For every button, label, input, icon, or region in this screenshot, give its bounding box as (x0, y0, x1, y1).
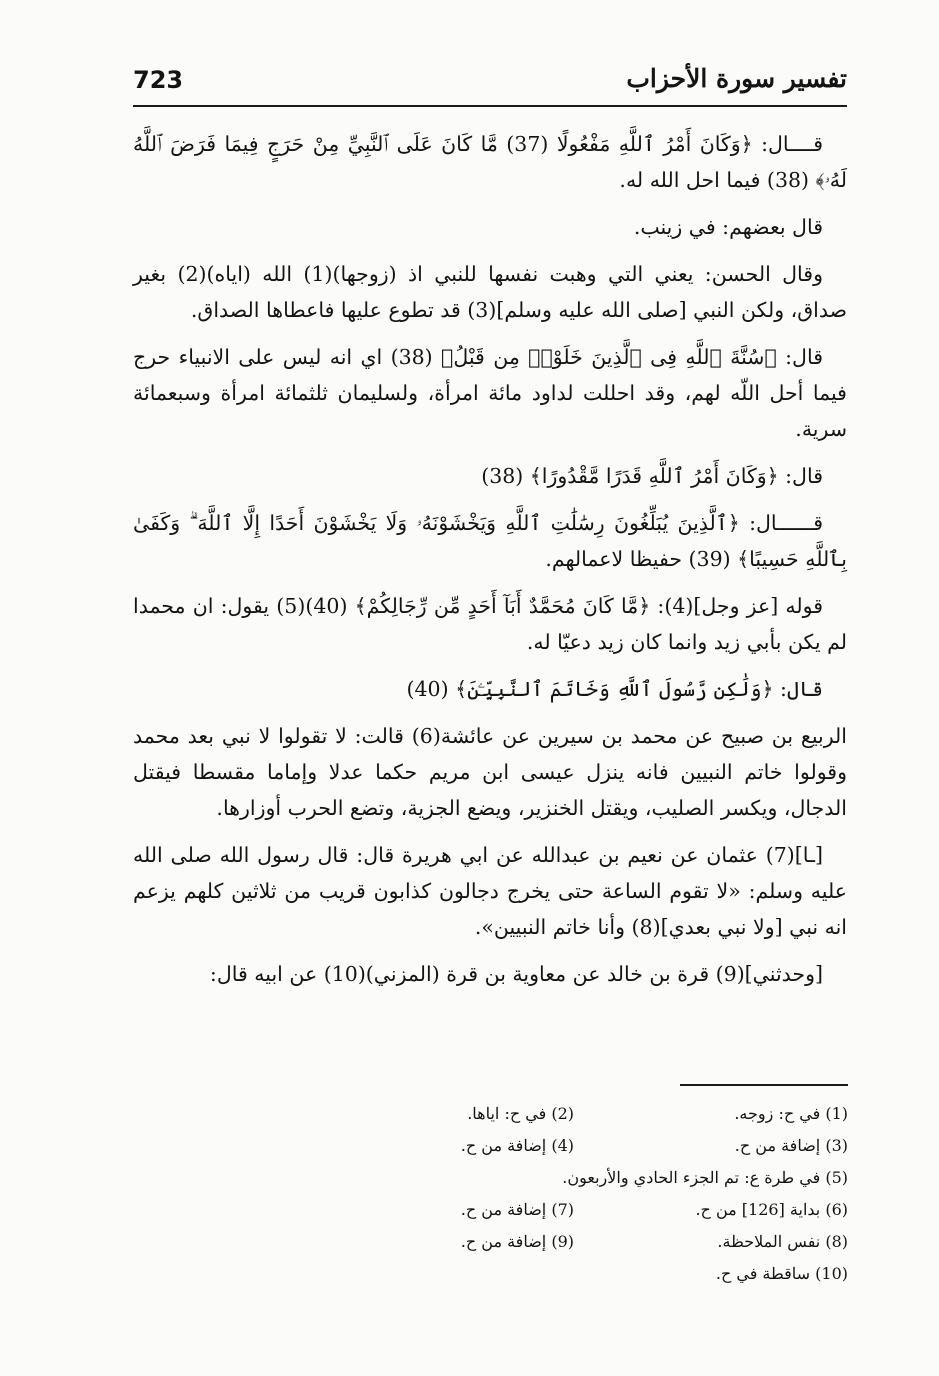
running-title: تفسير سورة الأحزاب (626, 64, 847, 93)
paragraph: [ـا](7) عثمان عن نعيم بن عبدالله عن ابي هريرة قال: قال رسول الله صلى الله عليه وسلم: «لا تقوم الساعة حتى يخرج دجالون كذابون قريب من ثلاثين كلهم يزعم انه نبي [ولا نبي بعدي](8) وأنا خاتم النبيين». (133, 843, 847, 939)
footnote-rule (680, 1084, 848, 1086)
footnote: (2) في ح: اياها. (467, 1104, 574, 1123)
footnote: (6) بداية [126] من ح. (695, 1200, 848, 1219)
header-rule (133, 105, 847, 107)
paragraph: قال بعضهم: في زينب. (633, 215, 823, 239)
paragraph: وقال الحسن: يعني التي وهبت نفسها للنبي اذ (زوجها)(1) الله (اياه)(2) بغير صداق، ولكن النبي [صلى الله عليه وسلم](3) قد تطوع عليها فاعطاها الصداق. (133, 262, 847, 322)
footnotes (300, 1098, 848, 1290)
footnote-row (300, 1258, 848, 1290)
paragraph: [وحدثني](9) قرة بن خالد عن معاوية بن قرة (المزني)(10) عن ابيه قال: (209, 962, 823, 986)
footnote-row (300, 1162, 848, 1194)
footnote: (7) إضافة من ح. (460, 1200, 574, 1219)
paragraph: قال: ﴿سُنَّةَ ٱللَّهِ فِى ٱلَّذِينَ خَلَوْا۟ مِن قَبْلُ﴾ (38) اي انه ليس على الانبياء حرج فيما أحل اللّه لهم، وقد احللت لداود مائة امرأة، ولسليمان ثلثمائة امرأة وسبعمائة سرية. (133, 345, 847, 441)
footnote: (9) إضافة من ح. (460, 1232, 574, 1251)
footnote-row (300, 1130, 848, 1162)
paragraph: الربيع بن صبيح عن محمد بن سيرين عن عائشة(6) قالت: لا تقولوا لا نبي بعد محمد وقولوا خاتم النبيين فانه ينزل عيسى ابن مريم حكما عدلا وإماما مقسطا فيقتل الدجال، ويكسر الصليب، ويقتل الخنزير، ويضع الجزية، وتضع الحرب أوزارها. (133, 724, 847, 820)
paragraph: قــــــال: ﴿ٱلَّذِينَ يُبَلِّغُونَ رِسَٰلَٰتِ ٱللَّهِ وَيَخْشَوْنَهُۥ وَلَا يَخْشَوْنَ أَحَدًا إِلَّا ٱللَّهَ ۗ وَكَفَىٰ بِٱللَّهِ حَسِيبًا﴾ (39) حفيظا لاعمالهم. (133, 511, 847, 571)
footnote: (10) ساقطة في ح. (715, 1264, 848, 1283)
paragraph: قوله [عز وجل](4): ﴿مَّا كَانَ مُحَمَّدٌ أَبَآ أَحَدٍ مِّن رِّجَالِكُمْ﴾ (40)(5) يقول: ان محمدا لم يكن بأبي زيد وانما كان زيد دعيّا له. (133, 594, 847, 654)
footnote: (3) إضافة من ح. (734, 1136, 848, 1155)
footnote: (1) في ح: زوجه. (734, 1104, 848, 1123)
page-header (133, 62, 847, 102)
main-text (133, 126, 847, 1003)
paragraph: قال: ﴿وَلَٰكِن رَّسُولَ ٱللَّهِ وَخَاتَمَ ٱلنَّبِيِّـۧنَ﴾ (40) (406, 677, 823, 701)
page-number: 723 (133, 66, 184, 94)
paragraph: قال: ﴿وَكَانَ أَمْرُ ٱللَّهِ قَدَرًا مَّقْدُورًا﴾ (38) (481, 464, 823, 488)
footnote: (8) نفس الملاحظة. (717, 1232, 848, 1251)
footnote-row (300, 1194, 848, 1226)
paragraph: قــــال: ﴿وَكَانَ أَمْرُ ٱللَّهِ مَفْعُولًا (37) مَّا كَانَ عَلَى ٱلنَّبِيِّ مِنْ حَرَجٍ فِيمَا فَرَضَ ٱللَّهُ لَهُۥ﴾ (38) فيما احل الله له. (133, 132, 847, 192)
footnote-row (300, 1226, 848, 1258)
footnote: (5) في طرة ع: تم الجزء الحادي والأربعون. (562, 1168, 848, 1187)
footnote: (4) إضافة من ح. (460, 1136, 574, 1155)
footnote-row (300, 1098, 848, 1130)
